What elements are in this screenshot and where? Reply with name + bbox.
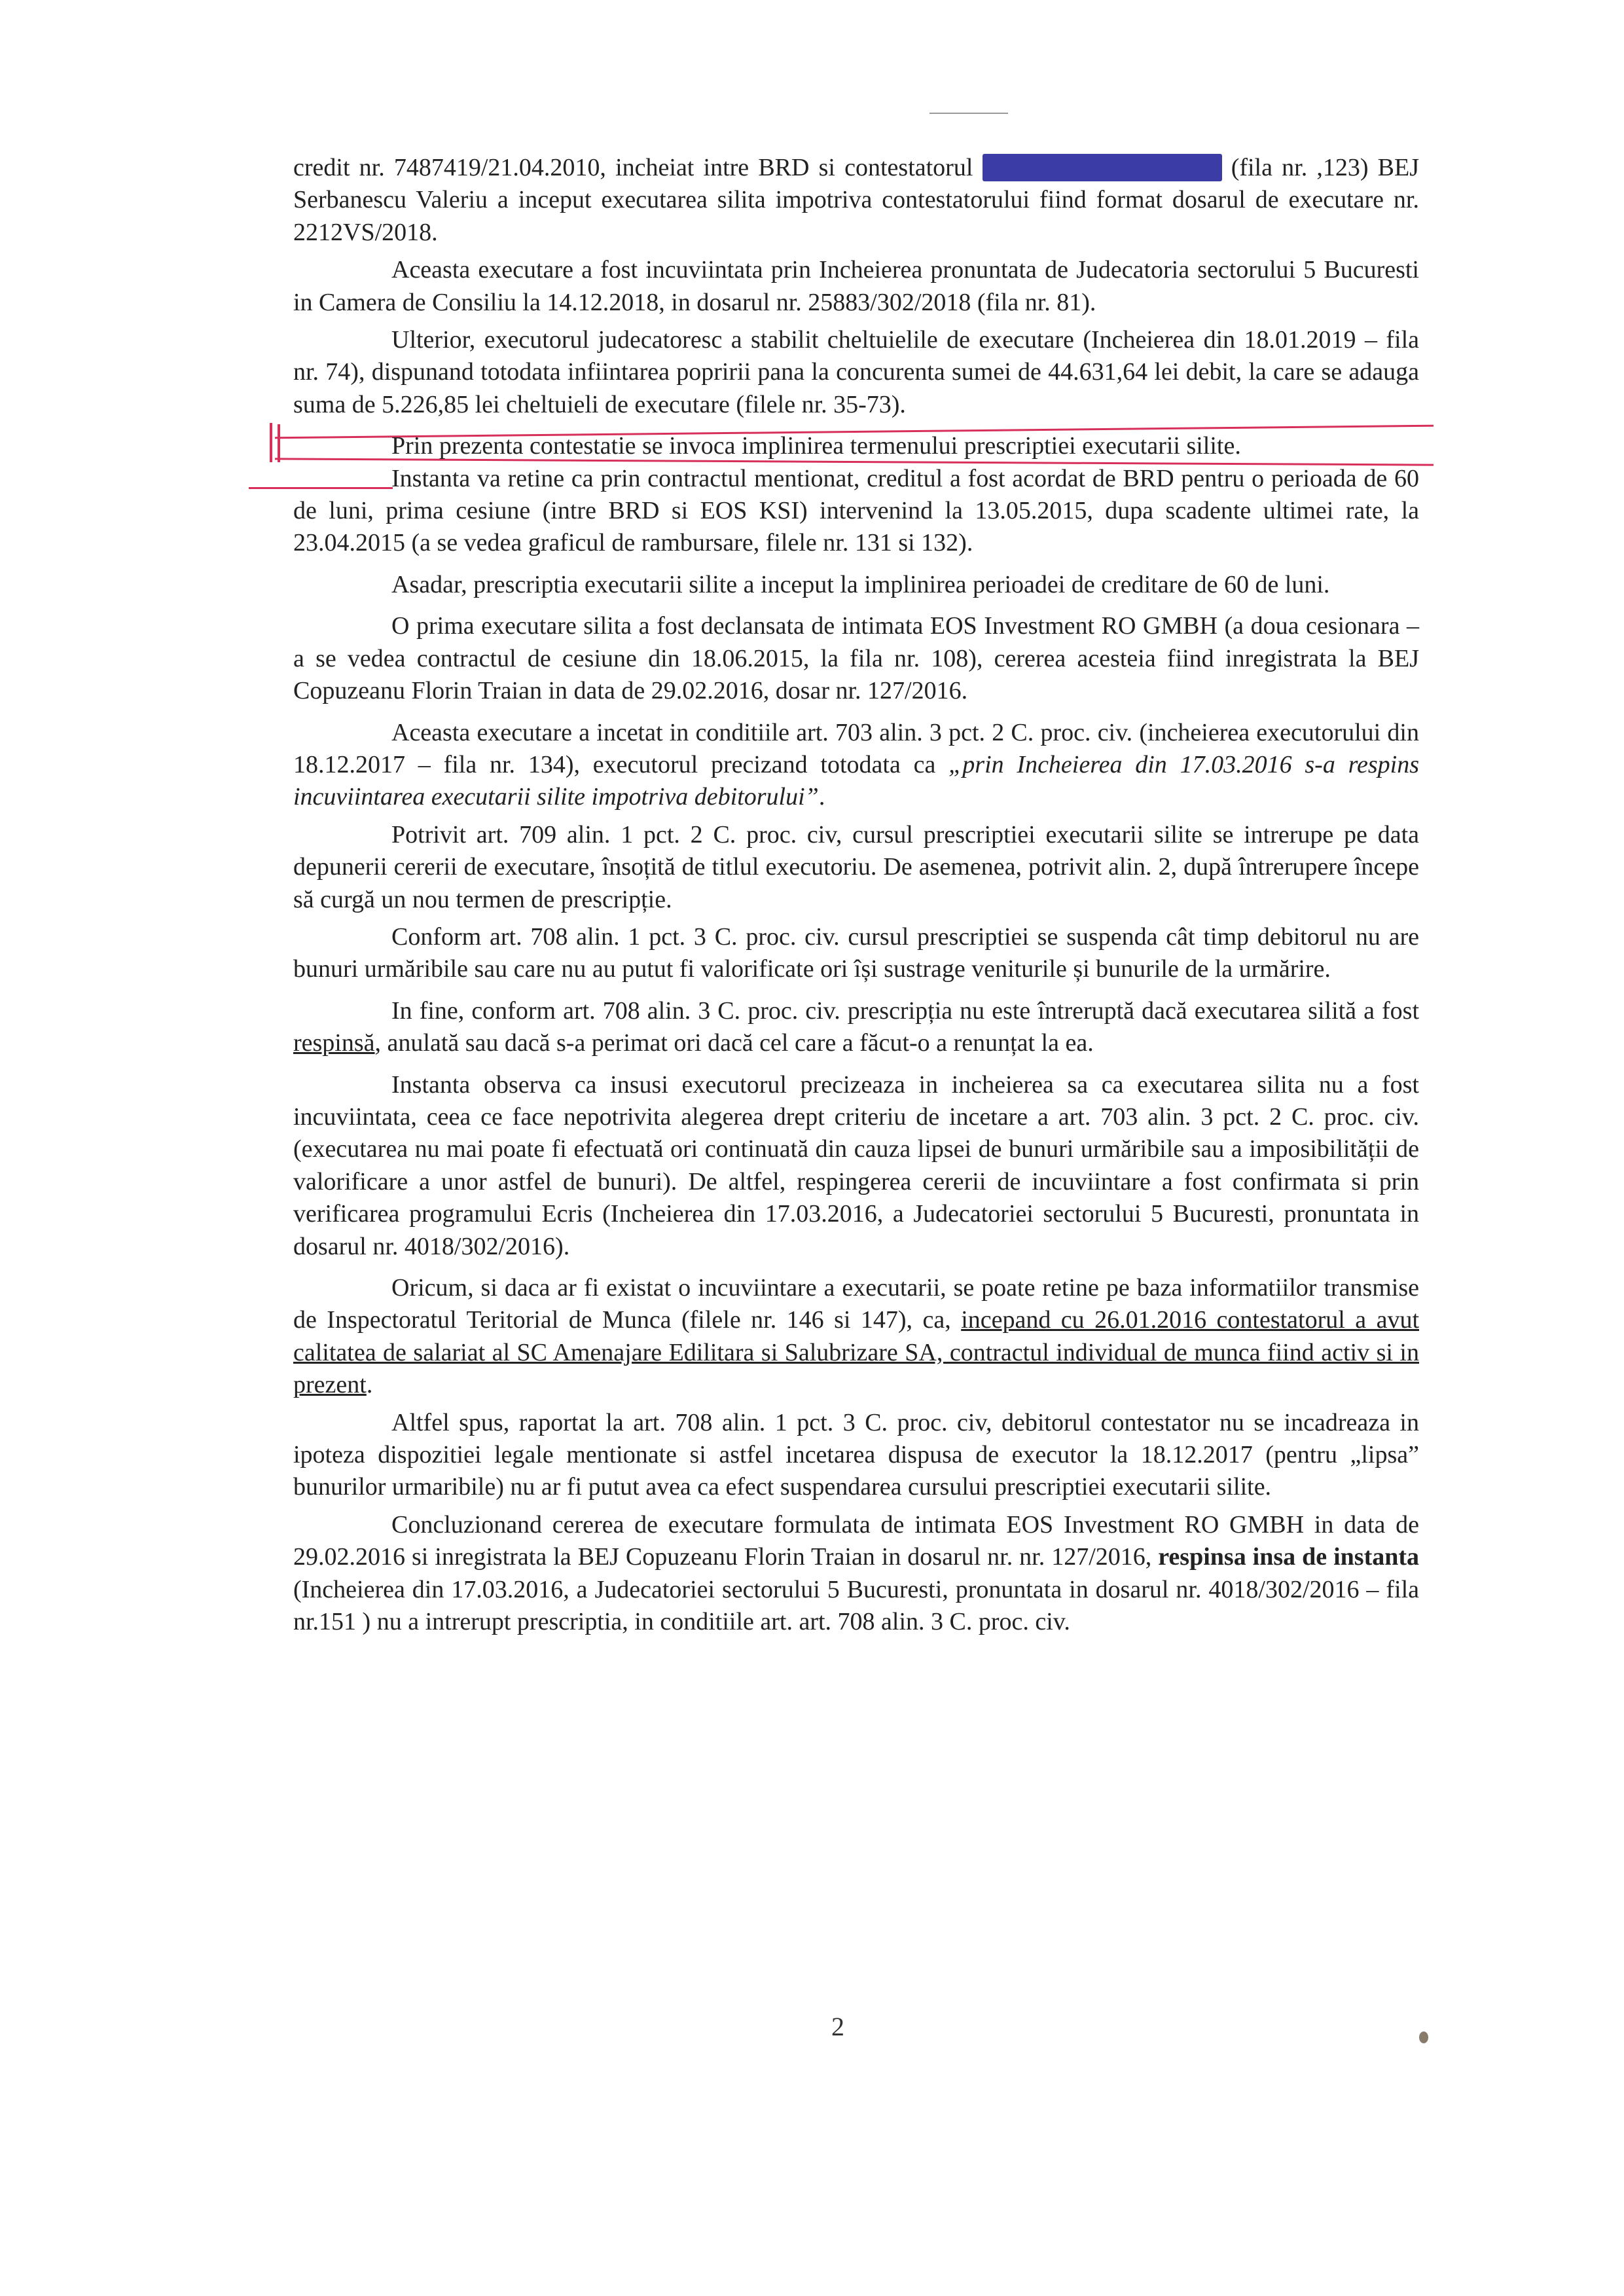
paragraph-7: O prima executare silita a fost declansata de intimata EOS Investment RO GMBH (a doua cesionara – a se vedea contractul de cesiune din 18.06.2015, la fila nr. 108), cererea acesteia fiind inregistrata la BEJ Copuzeanu Florin Traian in data de 29.02.2016, dosar nr. 127/2016. bbox=[293, 612, 1419, 705]
paragraph-11-tail: , anulată sau dacă s-a perimat ori dacă cel care a făcut-o a renunțat la ea. bbox=[374, 1029, 1094, 1057]
paragraph-11-text: In fine, conform art. 708 alin. 3 C. proc. civ. prescripția nu este întreruptă dacă executarea silită a fost bbox=[391, 996, 1419, 1025]
paragraph-4: Prin prezenta contestatie se invoca implinirea termenului prescriptiei executarii silite. bbox=[391, 432, 1241, 460]
paragraph-9: Potrivit art. 709 alin. 1 pct. 2 C. proc. civ, cursul prescriptiei executarii silite se intrerupe pe data depunerii cererii de executare, însoțită de titlul executoriu. De asemenea, potrivit alin. 2, după întrerupere începe să curgă un nou termen de prescripție. bbox=[293, 820, 1419, 913]
paragraph-13-tail: . bbox=[366, 1371, 373, 1399]
paragraph-1-text: credit nr. 7487419/21.04.2010, incheiat intre BRD si contestatorul bbox=[293, 154, 973, 181]
document-body bbox=[293, 152, 1419, 1638]
paragraph-14: Altfel spus, raportat la art. 708 alin. 1 pct. 3 C. proc. civ, debitorul contestator nu se incadreaza in ipoteza dispozitiei legale mentionate si astfel incetarea dispusa de executor la 18.12.2017 (pentru „lipsa” bunurilor urmaribile) nu ar fi putut avea ca efect suspendarea cursului prescriptiei executarii silite. bbox=[293, 1408, 1419, 1501]
red-margin-mark bbox=[270, 423, 272, 462]
paragraph-15-tail: (Incheierea din 17.03.2016, a Judecatoriei sectorului 5 Bucuresti, pronuntata in dosarul nr. 4018/302/2016 – fila nr.151 ) nu a intrerupt prescriptia, in conditiile art. art. 708 alin. 3 C. proc. civ. bbox=[293, 1575, 1419, 1636]
page-number: 2 bbox=[831, 2012, 844, 2041]
paragraph-13-underlined: incepand cu 26.01.2016 contestatorul a avut calitatea de salariat al SC Amenajare Edilitara si Salubrizare SA, contractul individual de munca fiind activ si in prezent bbox=[293, 1306, 1419, 1399]
paragraph-5: Instanta va retine ca prin contractul mentionat, creditul a fost acordat de BRD pentru o perioada de 60 de luni, prima cesiune (intre BRD si EOS KSI) intervenind la 13.05.2015, dupa scadente ultimei rate, la 23.04.2015 (a se vedea graficul de rambursare, filele nr. 131 si 132). bbox=[293, 464, 1419, 557]
paragraph-3: Ulterior, executorul judecatoresc a stabilit cheltuielile de executare (Incheierea din 18.01.2019 – fila nr. 74), dispunand totodata infiintarea popririi pana la concurenta sumei de 44.631,64 lei debit, la care se adauga suma de 5.226,85 lei cheltuieli de executare (filele nr. 35-73). bbox=[293, 326, 1419, 418]
paragraph-11-underlined: respinsă bbox=[293, 1029, 375, 1057]
paragraph-15-text: Concluzionand cererea de executare formulata de intimata EOS Investment RO GMBH in data de 29.02.2016 si inregistrata la BEJ Copuzeanu Florin Traian in dosarul nr. nr. 127/2016, bbox=[293, 1510, 1419, 1571]
paragraph-10: Conform art. 708 alin. 1 pct. 3 C. proc. civ. cursul prescriptiei se suspenda cât timp debitorul nu are bunuri urmăribile sau care nu au putut fi valorificate ori își sustrage veniturile și bunurile de la urmărire. bbox=[293, 922, 1419, 983]
paragraph-8 bbox=[293, 717, 1419, 814]
paragraph-6: Asadar, prescriptia executarii silite a inceput la implinirea perioadei de creditare de 60 de luni. bbox=[391, 570, 1330, 598]
paragraph-11 bbox=[293, 995, 1419, 1060]
red-margin-mark-2 bbox=[278, 424, 280, 462]
paragraph-1 bbox=[293, 152, 1419, 249]
paragraph-13 bbox=[293, 1272, 1419, 1402]
redacted-name: Diaconeasa Constantin bbox=[983, 154, 1222, 181]
pen-scribble bbox=[929, 113, 1008, 114]
paragraph-12: Instanta observa ca insusi executorul precizeaza in incheierea sa ca executarea silita nu a fost incuviintata, ceea ce face nepotrivita alegerea drept criteriu de incetare a art. 703 alin. 3 pct. 2 C. proc. civ. (executarea nu mai poate fi efectuată ori continuată din cauza lipsei de bunuri urmăribile sau a imposibilității de valorificare a unor astfel de bunuri). De altfel, respingerea cererii de incuviintare a fost confirmata si prin verificarea programului Ecris (Incheierea din 17.03.2016, a Judecatoriei sectorului 5 Bucuresti, pronuntata in dosarul nr. 4018/302/2016). bbox=[293, 1070, 1419, 1260]
paragraph-13-text: Oricum, si daca ar fi existat o incuviintare a executarii, se poate retine pe baza informatiilor transmise de Inspectoratul Teritorial de Munca (filele nr. 146 si 147), ca, bbox=[293, 1274, 1419, 1334]
paragraph-15-bold: respinsa insa de instanta bbox=[1158, 1543, 1420, 1571]
paragraph-1-tail: (fila nr. ,123) BEJ Serbanescu Valeriu a inceput executarea silita impotriva contestatorului fiind format dosarul de executare nr. 2212VS/2018. bbox=[293, 154, 1420, 246]
paragraph-8-tail: . bbox=[818, 783, 825, 811]
ink-dot bbox=[1419, 2032, 1428, 2043]
paragraph-8-quote: „prin Incheierea din 17.03.2016 s-a respins incuviintarea executarii silite impotriva debitorului” bbox=[293, 750, 1419, 811]
paragraph-15 bbox=[293, 1509, 1419, 1639]
paragraph-2: Aceasta executare a fost incuviintata prin Incheierea pronuntata de Judecatoria sectorului 5 Bucuresti in Camera de Consiliu la 14.12.2018, in dosarul nr. 25883/302/2018 (fila nr. 81). bbox=[293, 256, 1419, 316]
paragraph-8-text: Aceasta executare a incetat in conditiile art. 703 alin. 3 pct. 2 C. proc. civ. (incheierea executorului din 18.12.2017 – fila nr. 134), executorul precizand totodata ca bbox=[293, 718, 1419, 778]
